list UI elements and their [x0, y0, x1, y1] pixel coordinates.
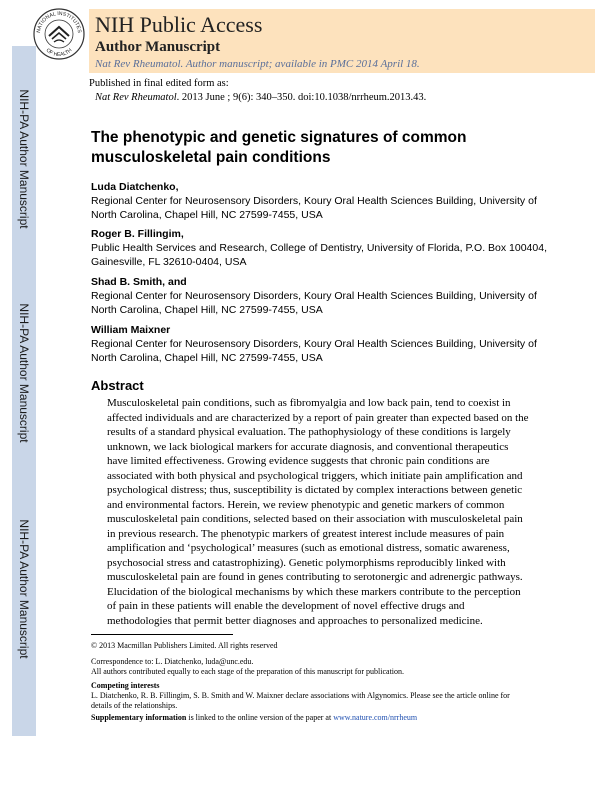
author-name: Shad B. Smith, and	[91, 276, 187, 288]
supplementary-link[interactable]: www.nature.com/nrrheum	[333, 713, 418, 722]
header-availability-note: Nat Rev Rheumatol. Author manuscript; available in PMC 2014 April 18.	[95, 58, 420, 70]
sidebar-label-middle: NIH-PA Author Manuscript	[17, 303, 31, 443]
author-name: Luda Diatchenko,	[91, 181, 179, 193]
author-name: William Maixner	[91, 324, 171, 336]
citation-rest: . 2013 June ; 9(6): 340–350. doi:10.1038/nrrheum.2013.43.	[176, 92, 427, 103]
supplementary-text: is linked to the online version of the paper at	[186, 713, 334, 722]
supplementary-note	[91, 713, 531, 723]
citation-line	[95, 92, 426, 103]
sidebar-label-top: NIH-PA Author Manuscript	[17, 89, 31, 229]
abstract-heading: Abstract	[91, 378, 144, 393]
correspondence-note: Correspondence to: L. Diatchenko, luda@unc.edu.	[91, 657, 254, 666]
header-banner	[89, 9, 595, 73]
header-title: NIH Public Access	[95, 12, 263, 37]
citation-journal: Nat Rev Rheumatol	[95, 92, 177, 103]
contribution-note: All authors contributed equally to each stage of the preparation of this manuscript for publication.	[91, 667, 405, 676]
seal-text-bottom: OF HEALTH	[44, 47, 74, 59]
author-affiliation: Regional Center for Neurosensory Disorders, Koury Oral Health Sciences Building, University of North Carolina, Chapel Hill, NC 27599-7455, USA	[91, 338, 537, 364]
author-name: Roger B. Fillingim,	[91, 228, 184, 240]
author-affiliation: Regional Center for Neurosensory Disorders, Koury Oral Health Sciences Building, University of North Carolina, Chapel Hill, NC 27599-7455, USA	[91, 195, 537, 221]
supplementary-label: Supplementary information	[91, 713, 187, 722]
abstract-text: Musculoskeletal pain conditions, such as fibromyalgia and low back pain, tend to coexist in affected individuals and are characterized by a report of pain greater than expected based on the results of a standard physical evaluation. The pathophysiology of these conditions is largely unknown, we lack biological markers for accurate diagnosis, and conventional therapeutics have limited effectiveness. Growing evidence suggests that chronic pain conditions are associated with both physical and psychological triggers, which initiate pain amplification and psychological distress; thus, susceptibility is dictated by complex interactions between genetic and environmental factors. Herein, we review phenotypic and genetic markers of common musculoskeletal pain conditions, selected based on their association with musculoskeletal pain in previous research. The phenotypic markers of greatest interest include measures of pain amplification and ‘psychological’ measures (such as emotional distress, somatic awareness, psychosocial stress and catastrophizing). Genetic polymorphisms reproducibly linked with musculoskeletal pain are found in genes contributing to serotonergic and adrenergic pathways. Elucidation of the biological mechanisms by which these markers contribute to the perception of pain in these patients will enable the development of novel effective drugs and methodologies that permit better diagnoses and approaches to personalized medicine.	[107, 397, 529, 627]
author-affiliation: Public Health Services and Research, College of Dentistry, University of Florida, P.O. Box 100404, Gainesville, FL 32610-0404, USA	[91, 242, 547, 268]
copyright-note: © 2013 Macmillan Publishers Limited. All rights reserved	[91, 641, 278, 650]
published-line: Published in final edited form as:	[89, 78, 229, 89]
sidebar-label-bottom: NIH-PA Author Manuscript	[17, 519, 31, 659]
competing-interests-text: L. Diatchenko, R. B. Fillingim, S. B. Smith and W. Maixner declare associations with Algynomics. Please see the article online for details of the relationships.	[91, 691, 510, 710]
nih-seal-logo	[32, 7, 86, 61]
seal-text-top: NATIONAL INSTITUTES	[35, 10, 83, 34]
article-title: The phenotypic and genetic signatures of common musculoskeletal pain conditions	[91, 129, 467, 166]
competing-interests-heading: Competing interests	[91, 681, 160, 690]
header-subtitle: Author Manuscript	[95, 39, 221, 55]
author-affiliation: Regional Center for Neurosensory Disorders, Koury Oral Health Sciences Building, University of North Carolina, Chapel Hill, NC 27599-7455, USA	[91, 290, 537, 316]
footnote-divider	[91, 634, 233, 635]
